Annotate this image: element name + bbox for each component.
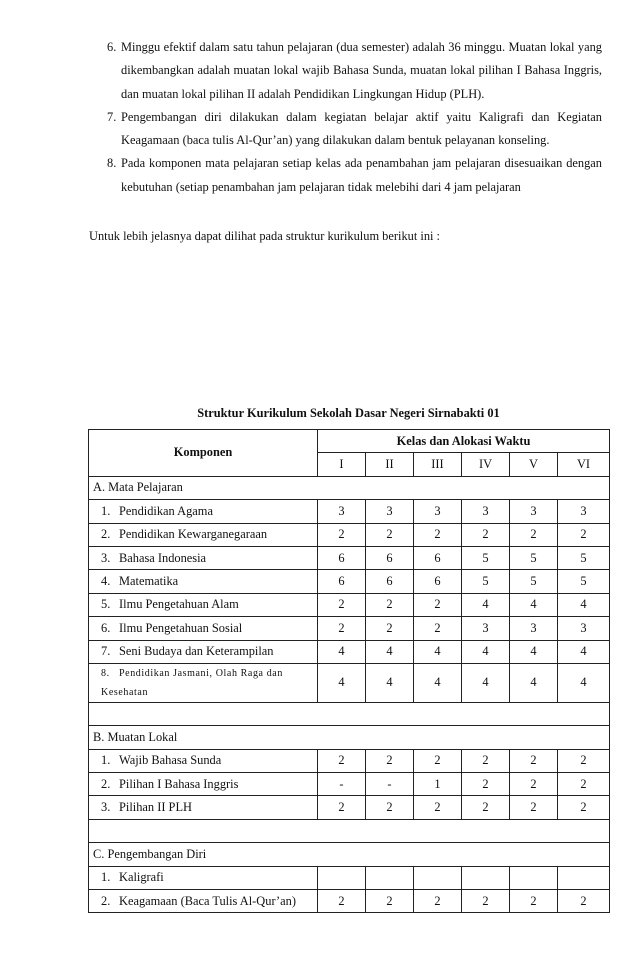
hours-cell: -: [366, 773, 414, 796]
hours-cell: [414, 866, 462, 889]
hours-cell: 6: [414, 570, 462, 593]
grade-header: VI: [558, 453, 610, 476]
subject-number: 3.: [101, 550, 111, 565]
subject-name: Matematika: [119, 574, 179, 589]
hours-cell: 2: [462, 796, 510, 819]
hours-cell: 2: [558, 890, 610, 913]
hours-cell: 2: [366, 749, 414, 772]
hours-cell: 3: [414, 500, 462, 523]
hours-cell: 2: [318, 749, 366, 772]
table-row: [89, 890, 610, 913]
subject-name: Ilmu Pengetahuan Alam: [119, 597, 239, 612]
subject-name: Ilmu Pengetahuan Sosial: [119, 620, 243, 635]
hours-cell: 5: [558, 570, 610, 593]
hours-cell: 4: [366, 640, 414, 663]
hours-cell: 2: [462, 749, 510, 772]
hours-cell: 3: [462, 500, 510, 523]
intro-paragraph: Untuk lebih jelasnya dapat dilihat pada struktur kurikulum berikut ini :: [89, 229, 440, 243]
hours-cell: 5: [462, 546, 510, 569]
hours-cell: 2: [366, 617, 414, 640]
hours-cell: 6: [414, 546, 462, 569]
table-row: [89, 523, 610, 546]
subject-number: 1.: [101, 753, 111, 768]
subject-name: Pendidikan Jasmani, Olah Raga dan Kesehatan: [101, 667, 283, 698]
table-row: [89, 593, 610, 616]
subject-cell: [89, 749, 318, 772]
hours-cell: 4: [510, 663, 558, 702]
note-item: [90, 106, 602, 153]
section-title: C. Pengembangan Diri: [89, 843, 610, 866]
grade-header: III: [414, 453, 462, 476]
hours-cell: 1: [414, 773, 462, 796]
hours-cell: 4: [558, 640, 610, 663]
subject-cell: [89, 570, 318, 593]
hours-cell: 2: [414, 617, 462, 640]
hours-cell: 6: [366, 546, 414, 569]
hours-cell: 4: [462, 640, 510, 663]
table-row: [89, 796, 610, 819]
notes-list: [90, 36, 602, 199]
spacer-cell: [89, 819, 610, 842]
hours-cell: 3: [510, 500, 558, 523]
subject-number: 2.: [101, 893, 111, 908]
spacer-cell: [89, 702, 610, 725]
header-component: Komponen: [89, 430, 318, 477]
subject-number: 8.: [101, 667, 110, 679]
hours-cell: 3: [510, 617, 558, 640]
section-title: A. Mata Pelajaran: [89, 476, 610, 499]
hours-cell: 4: [510, 640, 558, 663]
note-number: 7.: [107, 109, 117, 124]
hours-cell: 2: [318, 796, 366, 819]
hours-cell: 5: [510, 546, 558, 569]
subject-number: 4.: [101, 574, 111, 589]
hours-cell: 2: [414, 796, 462, 819]
subject-cell: [89, 773, 318, 796]
subject-cell: [89, 640, 318, 663]
hours-cell: 4: [414, 640, 462, 663]
hours-cell: 2: [366, 523, 414, 546]
hours-cell: 2: [558, 773, 610, 796]
table-row: [89, 570, 610, 593]
subject-name: Seni Budaya dan Keterampilan: [119, 644, 274, 659]
subject-cell: [89, 523, 318, 546]
spacer-row: [89, 819, 610, 842]
hours-cell: 2: [510, 523, 558, 546]
table-row: [89, 663, 610, 702]
grade-header: II: [366, 453, 414, 476]
hours-cell: 3: [318, 500, 366, 523]
subject-cell: [89, 546, 318, 569]
hours-cell: [462, 866, 510, 889]
subject-number: 5.: [101, 597, 111, 612]
subject-name: Pilihan I Bahasa Inggris: [119, 776, 239, 791]
table-row: [89, 500, 610, 523]
hours-cell: 2: [414, 890, 462, 913]
subject-name: Kaligrafi: [119, 870, 164, 885]
hours-cell: 4: [558, 663, 610, 702]
subject-cell: [89, 500, 318, 523]
hours-cell: 2: [414, 523, 462, 546]
subject-number: 2.: [101, 776, 111, 791]
hours-cell: 5: [510, 570, 558, 593]
hours-cell: -: [318, 773, 366, 796]
subject-number: 7.: [101, 644, 111, 659]
subject-name: Bahasa Indonesia: [119, 550, 207, 565]
hours-cell: 4: [462, 663, 510, 702]
subject-number: 3.: [101, 800, 111, 815]
subject-name: Pendidikan Kewarganegaraan: [119, 527, 268, 542]
hours-cell: [366, 866, 414, 889]
hours-cell: 2: [366, 890, 414, 913]
header-allocation: Kelas dan Alokasi Waktu: [318, 430, 610, 453]
table-row: [89, 617, 610, 640]
section-row: [89, 843, 610, 866]
hours-cell: 6: [366, 570, 414, 593]
hours-cell: 4: [510, 593, 558, 616]
hours-cell: 2: [318, 593, 366, 616]
hours-cell: 2: [366, 593, 414, 616]
hours-cell: 2: [462, 523, 510, 546]
subject-number: 1.: [101, 503, 111, 518]
section-title: B. Muatan Lokal: [89, 726, 610, 749]
hours-cell: 2: [462, 890, 510, 913]
grade-header: IV: [462, 453, 510, 476]
note-text: Pada komponen mata pelajaran setiap kelas ada penambahan jam pelajaran disesuaikan dengan kebutuhan (setiap penambahan jam pelajaran tidak melebihi dari 4 jam pelajaran: [121, 156, 602, 194]
hours-cell: 5: [462, 570, 510, 593]
note-text: Minggu efektif dalam satu tahun pelajaran (dua semester) adalah 36 minggu. Muatan lokal yang dikembangkan adalah muatan lokal wajib Bahasa Sunda, muatan lokal pilihan I Bahasa Inggris, dan muatan lokal pilihan II adalah Pendidikan Lingkungan Hidup (PLH).: [121, 40, 602, 101]
hours-cell: 2: [366, 796, 414, 819]
hours-cell: 2: [318, 890, 366, 913]
subject-cell: [89, 593, 318, 616]
hours-cell: 5: [558, 546, 610, 569]
hours-cell: 4: [366, 663, 414, 702]
hours-cell: 2: [558, 749, 610, 772]
table-row: [89, 773, 610, 796]
hours-cell: 2: [510, 890, 558, 913]
hours-cell: 6: [318, 546, 366, 569]
note-number: 6.: [107, 40, 117, 54]
hours-cell: 2: [510, 749, 558, 772]
note-item: [90, 152, 602, 199]
grade-header: I: [318, 453, 366, 476]
subject-cell: [89, 866, 318, 889]
subject-name: Wajib Bahasa Sunda: [119, 753, 222, 768]
hours-cell: 2: [318, 523, 366, 546]
subject-number: 2.: [101, 527, 111, 542]
hours-cell: 2: [462, 773, 510, 796]
hours-cell: 2: [558, 523, 610, 546]
hours-cell: 2: [414, 749, 462, 772]
hours-cell: [510, 866, 558, 889]
grade-header: V: [510, 453, 558, 476]
subject-cell: [89, 796, 318, 819]
note-text: Pengembangan diri dilakukan dalam kegiatan belajar aktif yaitu Kaligrafi dan Kegiatan Keagamaan (baca tulis Al-Qur’an) yang dilakukan dalam bentuk pelayanan konseling.: [121, 109, 602, 148]
hours-cell: 2: [318, 617, 366, 640]
hours-cell: 4: [558, 593, 610, 616]
section-row: [89, 726, 610, 749]
hours-cell: 2: [510, 773, 558, 796]
hours-cell: [318, 866, 366, 889]
hours-cell: 4: [318, 663, 366, 702]
table-row: [89, 866, 610, 889]
table-row: [89, 640, 610, 663]
hours-cell: 4: [414, 663, 462, 702]
subject-cell: [89, 663, 318, 702]
hours-cell: 3: [366, 500, 414, 523]
hours-cell: 3: [558, 617, 610, 640]
note-number: 8.: [107, 156, 117, 171]
section-row: [89, 476, 610, 499]
curriculum-table: [88, 429, 610, 913]
subject-name: Keagamaan (Baca Tulis Al-Qur’an): [119, 893, 296, 908]
hours-cell: 3: [558, 500, 610, 523]
subject-cell: [89, 617, 318, 640]
subject-number: 1.: [101, 870, 111, 885]
table-body: [89, 476, 610, 913]
hours-cell: 3: [462, 617, 510, 640]
hours-cell: 2: [558, 796, 610, 819]
hours-cell: 6: [318, 570, 366, 593]
hours-cell: 4: [318, 640, 366, 663]
table-title: Struktur Kurikulum Sekolah Dasar Negeri Sirnabakti 01: [197, 406, 500, 420]
hours-cell: 2: [510, 796, 558, 819]
hours-cell: 4: [462, 593, 510, 616]
spacer-row: [89, 702, 610, 725]
subject-number: 6.: [101, 620, 111, 635]
subject-name: Pilihan II PLH: [119, 800, 192, 815]
table-row: [89, 546, 610, 569]
subject-name: Pendidikan Agama: [119, 503, 213, 518]
subject-cell: [89, 890, 318, 913]
table-row: [89, 749, 610, 772]
hours-cell: [558, 866, 610, 889]
hours-cell: 2: [414, 593, 462, 616]
note-item: [90, 36, 602, 106]
